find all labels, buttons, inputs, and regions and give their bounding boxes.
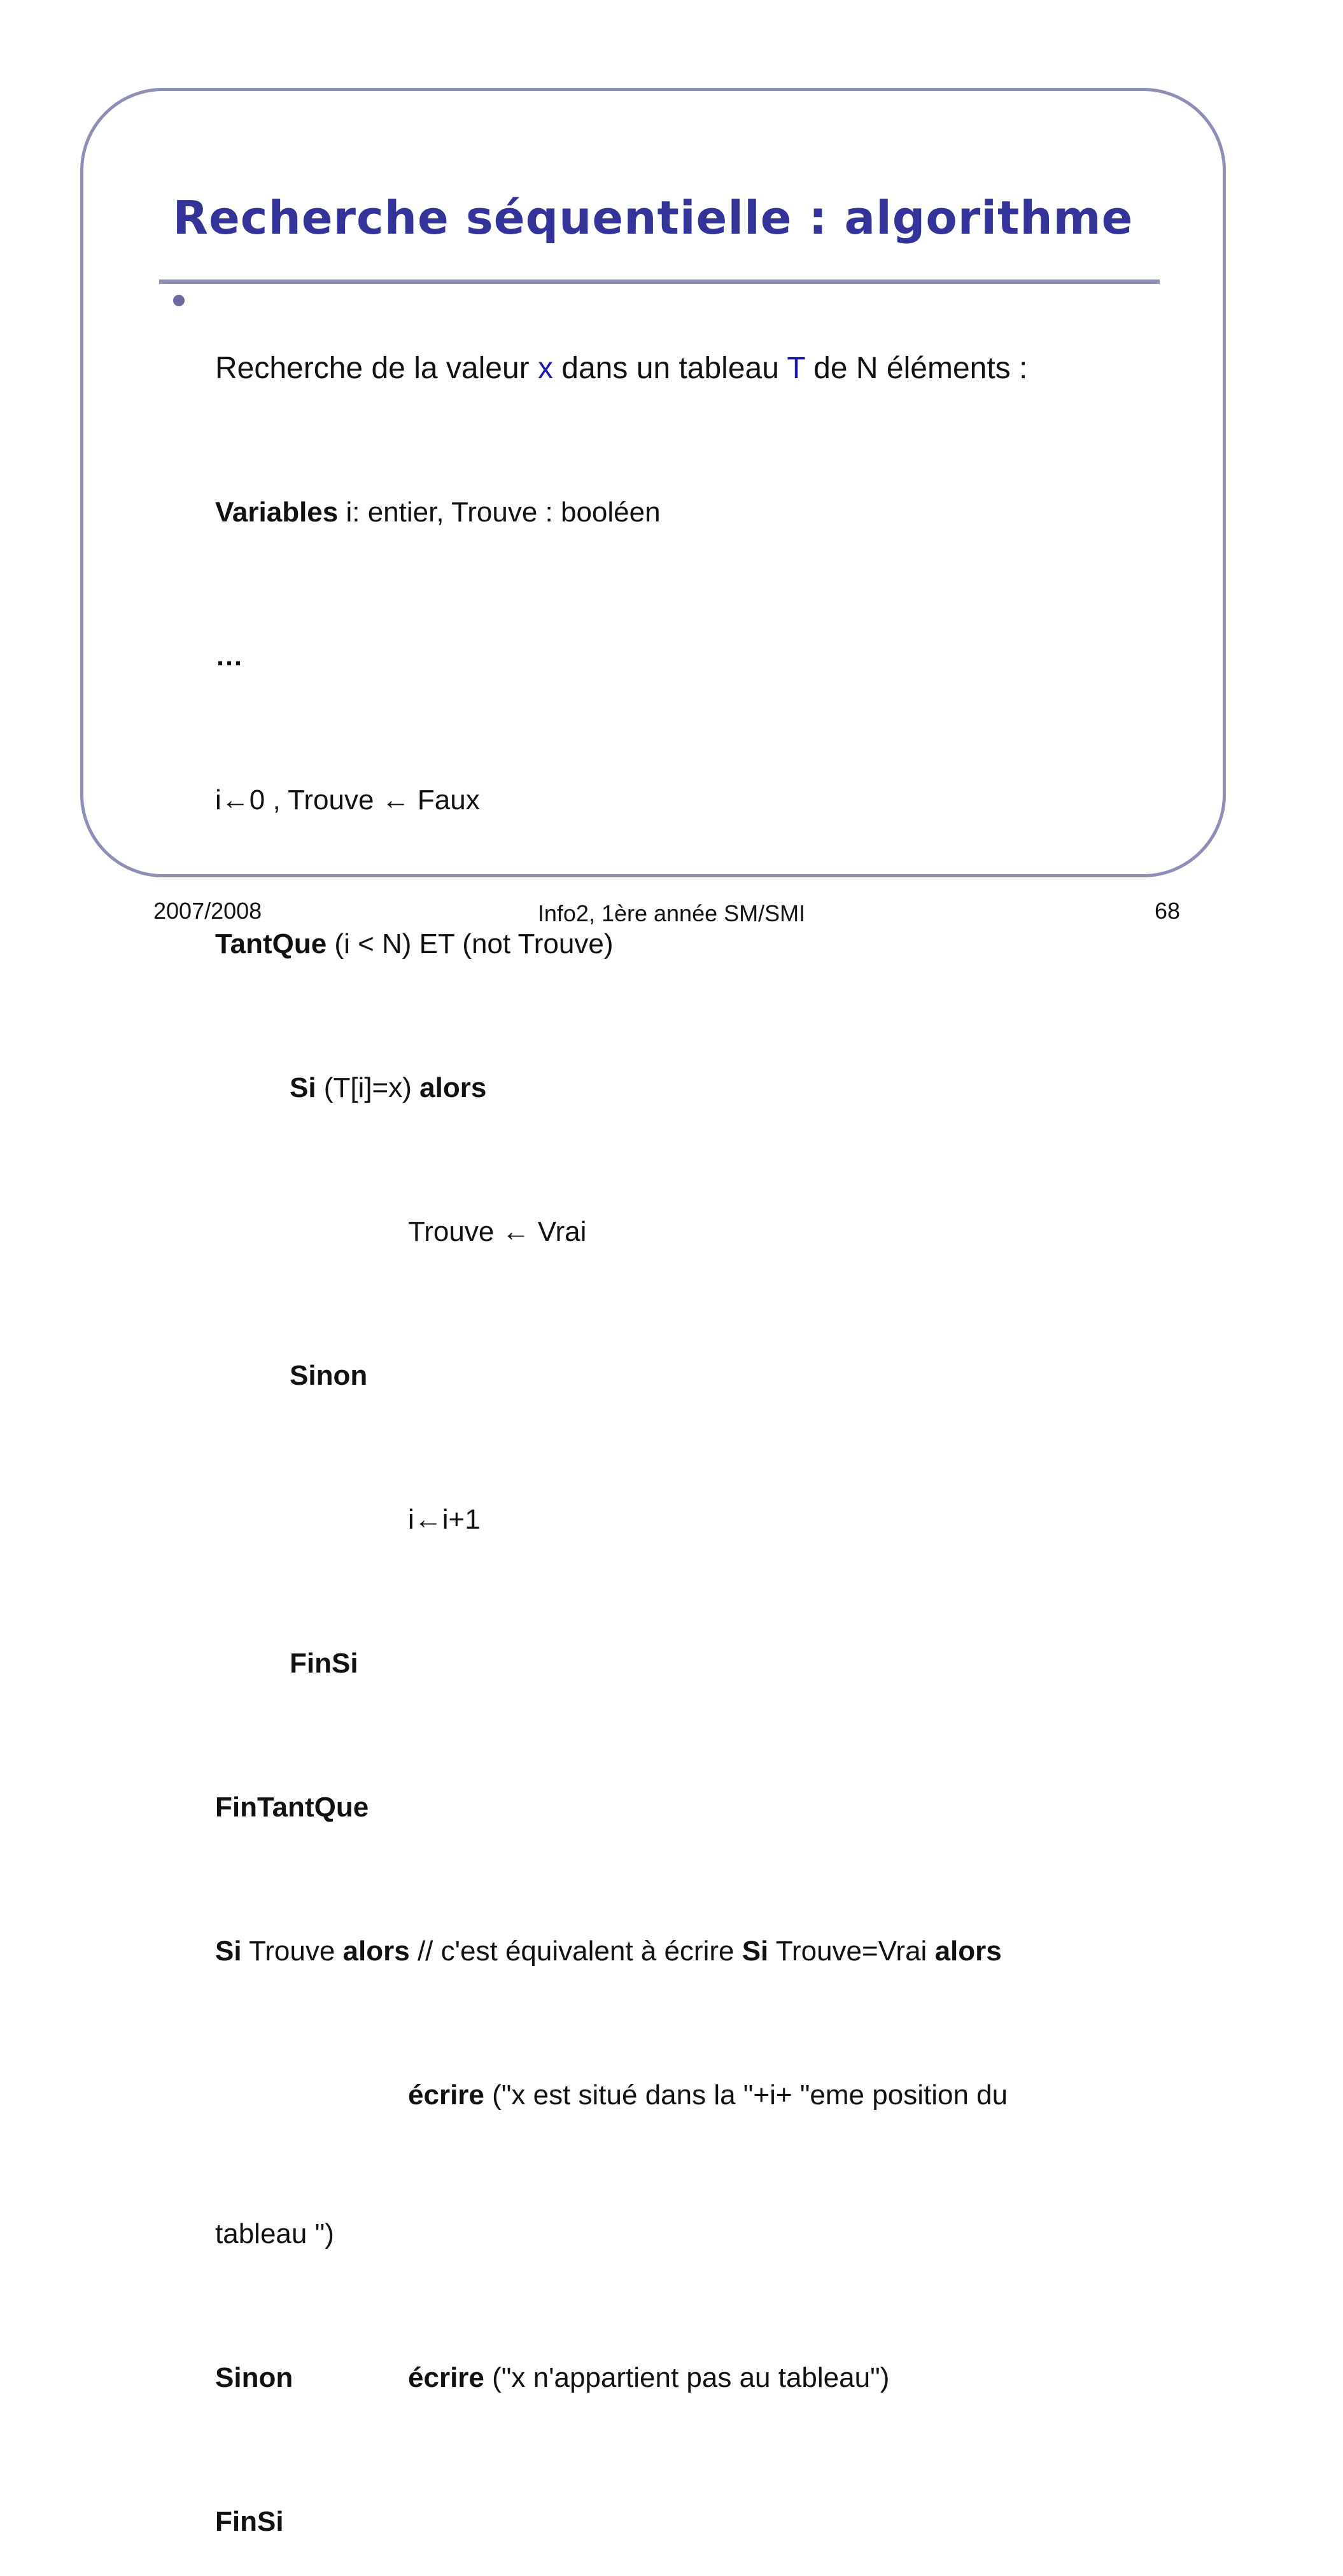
- keyword: FinTantQue: [215, 1792, 369, 1823]
- code-line-finsi: [215, 1646, 1027, 1682]
- code-line-fintantque: [215, 1790, 1027, 1826]
- keyword: TantQue: [215, 928, 327, 959]
- keyword: alors: [934, 1936, 1002, 1967]
- code-line-si: Si (T[i]=x) alors: [290, 1072, 487, 1103]
- code-line-ecrire1: écrire ("x est situé dans la "+i+ "eme position du: [408, 2079, 1008, 2111]
- slide-content: [215, 279, 1027, 2576]
- bullet-text: Recherche de la valeur x dans un tableau T de N éléments :: [215, 351, 1028, 385]
- footer-page-number: 68: [1154, 898, 1180, 924]
- keyword: FinSi: [215, 2506, 284, 2537]
- keyword: écrire: [408, 2362, 484, 2393]
- code-line-init: i←0 , Trouve ← Faux: [215, 784, 480, 816]
- keyword: Variables: [215, 497, 339, 528]
- keyword: écrire: [408, 2079, 484, 2111]
- keyword: Sinon: [215, 2362, 293, 2393]
- keyword: Sinon: [290, 1360, 368, 1391]
- keyword: Si: [290, 1072, 316, 1103]
- footer-date: 2007/2008: [153, 898, 262, 924]
- var-x: x: [537, 351, 553, 385]
- code-line-tantque: TantQue (i < N) ET (not Trouve): [215, 928, 614, 959]
- keyword: Si: [215, 1936, 242, 1967]
- code-line-sinon: [215, 1358, 1027, 1394]
- code-line-si-trouve: Si Trouve alors // c'est équivalent à écrire Si Trouve=Vrai alors: [215, 1936, 1002, 1967]
- keyword: FinSi: [290, 1648, 358, 1679]
- code-line-ecrire1-cont: tableau "): [215, 2218, 334, 2249]
- footer-course: Info2, 1ère année SM/SMI: [537, 900, 806, 926]
- keyword: alors: [419, 1072, 487, 1103]
- code-line-ellipsis: …: [215, 640, 243, 672]
- code-line-finsi2: [215, 2504, 1027, 2540]
- var-T: T: [787, 351, 805, 385]
- keyword: Si: [742, 1936, 769, 1967]
- code-line-incr: i←i+1: [408, 1504, 481, 1535]
- code-line-trouve-vrai: Trouve ← Vrai: [408, 1216, 587, 1247]
- code-line-sinon2: Sinon écrire ("x n'appartient pas au tableau"): [215, 2360, 1027, 2396]
- keyword: alors: [342, 1936, 410, 1967]
- code-line-variables: Variables i: entier, Trouve : booléen: [215, 497, 661, 528]
- bullet-dot: [173, 295, 185, 306]
- slide-title: Recherche séquentielle : algorithme: [172, 191, 1134, 244]
